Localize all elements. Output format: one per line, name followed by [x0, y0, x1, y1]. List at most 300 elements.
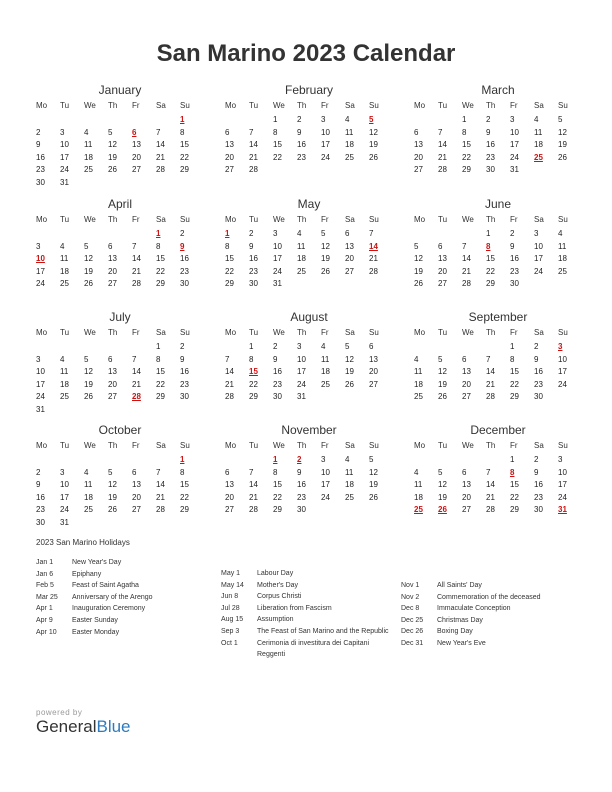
day-cell: 29 [510, 505, 519, 515]
holiday-row [221, 603, 389, 615]
day-cell: 27 [225, 165, 234, 175]
weekday-header: Fr [132, 215, 140, 224]
day-cell: 22 [156, 379, 165, 389]
day-cell: 16 [249, 254, 258, 264]
day-cell: 13 [108, 254, 117, 264]
day-cell: 13 [108, 367, 117, 377]
day-cell: 7 [462, 241, 467, 251]
month-name: August [290, 310, 328, 324]
day-cell: 8 [225, 241, 230, 251]
day-cell: 30 [36, 177, 45, 187]
day-cell: 23 [297, 152, 306, 162]
weekday-header: Tu [60, 328, 70, 337]
day-cell: 24 [534, 266, 543, 276]
month-days-grid [225, 325, 393, 404]
weekday-header: Fr [132, 441, 140, 450]
weekday-header: Fr [321, 328, 329, 337]
day-cell: 27 [462, 392, 471, 402]
day-cell: 12 [345, 354, 354, 364]
day-cell: 5 [345, 342, 350, 351]
day-cell: 25 [297, 266, 306, 276]
day-cell: 24 [297, 379, 306, 389]
holiday-date: Dec 26 [401, 628, 424, 636]
day-cell: 13 [414, 140, 423, 150]
weekday-header: Tu [60, 215, 70, 224]
day-cell: 6 [438, 241, 443, 251]
holiday-day-cell: 9 [180, 241, 185, 251]
empty-day-cell [108, 454, 132, 467]
weekday-header: Sa [534, 101, 544, 110]
empty-day-cell [249, 114, 273, 127]
day-cell: 17 [558, 480, 567, 490]
day-cell: 17 [510, 140, 519, 150]
holiday-date: Aug 15 [221, 616, 244, 624]
weekday-header: Mo [414, 215, 426, 224]
day-cell: 1 [510, 455, 515, 464]
empty-day-cell [414, 228, 438, 241]
day-cell: 7 [156, 127, 161, 137]
month-name: December [470, 423, 526, 437]
weekday-header: Th [297, 328, 307, 337]
day-cell: 29 [156, 392, 165, 402]
day-cell: 17 [534, 254, 543, 264]
holiday-name: Epiphany [72, 570, 102, 578]
holiday-date: Oct 1 [221, 639, 238, 647]
holiday-date: May 14 [221, 581, 244, 589]
weekday-header: Fr [321, 215, 329, 224]
day-cell: 3 [297, 342, 302, 351]
day-cell: 19 [558, 140, 567, 150]
day-cell: 14 [438, 140, 447, 150]
day-cell: 9 [486, 127, 491, 137]
empty-day-cell [225, 114, 249, 127]
empty-day-cell [36, 228, 60, 241]
day-cell: 6 [462, 467, 467, 477]
weekday-header: Su [558, 101, 568, 110]
day-cell: 22 [225, 266, 234, 276]
day-cell: 13 [132, 480, 141, 490]
day-cell: 14 [132, 254, 141, 264]
day-cell: 11 [345, 127, 354, 137]
month-march [414, 82, 582, 177]
month-july [36, 309, 204, 417]
day-cell: 17 [273, 254, 282, 264]
weekday-header: Sa [345, 328, 355, 337]
day-cell: 13 [369, 354, 378, 364]
weekday-header: Fr [321, 101, 329, 110]
month-april [36, 196, 204, 291]
day-cell: 24 [36, 279, 45, 289]
empty-day-cell [156, 114, 180, 127]
weekday-header: Sa [534, 215, 544, 224]
holiday-row [221, 638, 389, 661]
day-cell: 16 [297, 140, 306, 150]
day-cell: 9 [297, 127, 302, 137]
day-cell: 3 [510, 115, 515, 124]
empty-day-cell [36, 454, 60, 467]
day-cell: 9 [249, 241, 254, 251]
day-cell: 21 [249, 152, 258, 162]
weekday-header: Th [297, 101, 307, 110]
day-cell: 21 [225, 379, 234, 389]
day-cell: 14 [249, 140, 258, 150]
holiday-date: Nov 2 [401, 593, 420, 601]
day-cell: 29 [156, 279, 165, 289]
day-cell: 8 [510, 354, 515, 364]
day-cell: 29 [180, 165, 189, 175]
day-cell: 9 [534, 354, 539, 364]
day-cell: 26 [84, 279, 93, 289]
empty-day-cell [60, 114, 84, 127]
holiday-day-cell: 28 [132, 392, 141, 402]
day-cell: 8 [156, 354, 161, 364]
day-cell: 9 [36, 480, 41, 490]
day-cell: 6 [345, 229, 350, 238]
day-cell: 25 [84, 165, 93, 175]
holiday-row [36, 580, 204, 592]
day-cell: 23 [36, 165, 45, 175]
month-name: November [281, 423, 337, 437]
day-cell: 21 [486, 379, 495, 389]
holiday-name: Labour Day [257, 570, 294, 577]
day-cell: 5 [84, 354, 89, 364]
day-cell: 14 [486, 480, 495, 490]
day-cell: 2 [534, 342, 539, 351]
day-cell: 23 [297, 492, 306, 502]
day-cell: 30 [510, 279, 519, 289]
day-cell: 21 [156, 492, 165, 502]
empty-day-cell [462, 454, 486, 467]
empty-day-cell [414, 114, 438, 127]
brand-blue: Blue [96, 717, 131, 736]
day-cell: 24 [60, 505, 69, 515]
weekday-header: Th [108, 101, 118, 110]
day-cell: 24 [558, 492, 567, 502]
weekday-header: Su [369, 101, 379, 110]
day-cell: 28 [156, 505, 165, 515]
empty-day-cell [486, 341, 510, 354]
weekday-header: Mo [36, 441, 48, 450]
empty-day-cell [249, 454, 273, 467]
day-cell: 31 [297, 392, 306, 402]
holiday-row [221, 580, 389, 592]
weekday-header: Tu [438, 328, 448, 337]
weekday-header: We [84, 441, 96, 450]
day-cell: 12 [438, 480, 447, 490]
powered-by-text: powered by [36, 708, 83, 717]
weekday-header: Tu [249, 441, 259, 450]
holiday-day-cell: 8 [510, 467, 515, 477]
weekday-header: Fr [510, 441, 518, 450]
holiday-date: Apr 1 [36, 605, 53, 613]
day-cell: 15 [510, 480, 519, 490]
day-cell: 31 [60, 517, 69, 527]
day-cell: 2 [510, 229, 515, 238]
day-cell: 10 [558, 467, 567, 477]
day-cell: 7 [132, 241, 137, 251]
day-cell: 15 [225, 254, 234, 264]
day-cell: 22 [510, 492, 519, 502]
day-cell: 14 [249, 480, 258, 490]
day-cell: 1 [486, 229, 491, 238]
month-days-grid [36, 438, 204, 530]
day-cell: 12 [369, 467, 378, 477]
weekday-header: Fr [321, 441, 329, 450]
weekday-header: Sa [156, 101, 166, 110]
weekday-header: Mo [225, 215, 237, 224]
weekday-header: Tu [438, 215, 448, 224]
holiday-row [36, 592, 204, 604]
day-cell: 19 [369, 140, 378, 150]
holiday-date: Jun 8 [221, 593, 239, 601]
day-cell: 6 [462, 354, 467, 364]
month-name: June [484, 197, 512, 211]
weekday-header: Fr [510, 328, 518, 337]
weekday-header: We [462, 215, 474, 224]
weekday-header: Fr [510, 101, 518, 110]
footer-logo [36, 708, 131, 737]
day-cell: 26 [321, 266, 330, 276]
holiday-name: Corpus Christi [257, 593, 302, 601]
day-cell: 12 [369, 127, 378, 137]
day-cell: 28 [249, 165, 258, 175]
empty-day-cell [438, 454, 462, 467]
day-cell: 26 [108, 505, 117, 515]
weekday-header: We [462, 441, 474, 450]
weekday-header: We [462, 328, 474, 337]
holiday-row [401, 615, 569, 627]
weekday-header: Fr [510, 215, 518, 224]
weekday-header: Th [108, 215, 118, 224]
day-cell: 6 [132, 467, 137, 477]
day-cell: 23 [510, 266, 519, 276]
day-cell: 18 [60, 379, 69, 389]
holiday-day-cell: 8 [486, 241, 491, 251]
day-cell: 16 [534, 367, 543, 377]
weekday-header: Mo [414, 441, 426, 450]
day-cell: 6 [225, 127, 230, 137]
day-cell: 6 [108, 241, 113, 251]
day-cell: 21 [249, 492, 258, 502]
day-cell: 24 [321, 492, 330, 502]
day-cell: 29 [249, 392, 258, 402]
month-days-grid [414, 438, 582, 517]
day-cell: 16 [273, 367, 282, 377]
day-cell: 27 [132, 505, 141, 515]
day-cell: 26 [438, 392, 447, 402]
weekday-header: Th [297, 215, 307, 224]
day-cell: 27 [345, 266, 354, 276]
day-cell: 19 [438, 379, 447, 389]
day-cell: 9 [510, 241, 515, 251]
day-cell: 22 [249, 379, 258, 389]
day-cell: 8 [273, 467, 278, 477]
day-cell: 23 [249, 266, 258, 276]
weekday-header: Su [369, 215, 379, 224]
day-cell: 16 [534, 480, 543, 490]
month-name: March [481, 83, 515, 97]
month-name: September [468, 310, 528, 324]
day-cell: 5 [321, 229, 326, 238]
day-cell: 23 [534, 379, 543, 389]
day-cell: 31 [36, 404, 45, 414]
day-cell: 10 [60, 480, 69, 490]
weekday-header: Tu [249, 215, 259, 224]
weekday-header: Fr [132, 328, 140, 337]
day-cell: 31 [60, 177, 69, 187]
weekday-header: We [84, 328, 96, 337]
holiday-name: Mother's Day [257, 581, 299, 589]
empty-day-cell [486, 454, 510, 467]
day-cell: 1 [249, 342, 254, 351]
day-cell: 4 [534, 115, 539, 124]
weekday-header: Mo [36, 101, 48, 110]
holiday-date: Mar 25 [36, 593, 58, 601]
day-cell: 31 [273, 279, 282, 289]
empty-day-cell [36, 341, 60, 354]
day-cell: 23 [273, 379, 282, 389]
day-cell: 1 [156, 342, 161, 351]
empty-day-cell [132, 114, 156, 127]
weekday-header: Th [486, 441, 496, 450]
day-cell: 13 [225, 140, 234, 150]
weekday-header: Tu [60, 101, 70, 110]
day-cell: 15 [273, 480, 282, 490]
empty-day-cell [132, 454, 156, 467]
weekday-header: Tu [60, 441, 70, 450]
day-cell: 5 [108, 467, 113, 477]
holiday-date: May 1 [221, 570, 241, 577]
day-cell: 10 [273, 241, 282, 251]
weekday-header: Su [369, 328, 379, 337]
day-cell: 4 [60, 241, 65, 251]
empty-day-cell [60, 454, 84, 467]
weekday-header: Tu [249, 328, 259, 337]
day-cell: 25 [345, 152, 354, 162]
holiday-name: The Feast of San Marino and the Republic [257, 627, 389, 635]
month-name: February [284, 83, 334, 97]
day-cell: 5 [369, 455, 374, 464]
weekday-header: Tu [438, 441, 448, 450]
month-september [414, 309, 582, 404]
day-cell: 30 [180, 392, 189, 402]
holiday-date: Apr 10 [36, 628, 57, 636]
day-cell: 19 [414, 266, 423, 276]
day-cell: 17 [60, 492, 69, 502]
day-cell: 13 [225, 480, 234, 490]
day-cell: 7 [156, 467, 161, 477]
weekday-header: Sa [534, 441, 544, 450]
day-cell: 6 [108, 354, 113, 364]
holiday-row [36, 557, 204, 569]
day-cell: 16 [36, 492, 45, 502]
holiday-name: Cerimonia di investitura dei Capitani Reggenti [257, 639, 370, 659]
weekday-header: We [84, 101, 96, 110]
day-cell: 17 [36, 266, 45, 276]
empty-day-cell [108, 341, 132, 354]
day-cell: 30 [249, 279, 258, 289]
day-cell: 25 [414, 392, 423, 402]
holiday-row [221, 568, 389, 580]
day-cell: 11 [84, 480, 93, 490]
day-cell: 11 [60, 367, 69, 377]
day-cell: 21 [369, 254, 378, 264]
holiday-row [401, 603, 569, 615]
day-cell: 12 [84, 367, 93, 377]
day-cell: 25 [321, 379, 330, 389]
day-cell: 11 [345, 467, 354, 477]
day-cell: 11 [534, 127, 543, 137]
day-cell: 20 [108, 379, 117, 389]
month-november [225, 422, 393, 517]
day-cell: 9 [273, 354, 278, 364]
day-cell: 30 [36, 517, 45, 527]
day-cell: 23 [180, 266, 189, 276]
day-cell: 17 [60, 152, 69, 162]
holiday-name: New Year's Eve [437, 639, 486, 647]
holiday-day-cell: 2 [297, 455, 302, 464]
weekday-header: Sa [156, 328, 166, 337]
weekday-header: Sa [345, 215, 355, 224]
day-cell: 3 [558, 455, 563, 464]
holiday-name: Immaculate Conception [437, 605, 511, 613]
day-cell: 29 [462, 165, 471, 175]
holiday-day-cell: 25 [534, 152, 543, 162]
day-cell: 19 [108, 152, 117, 162]
holiday-name: All Saints' Day [437, 582, 482, 589]
page-title: San Marino 2023 Calendar [156, 40, 456, 67]
day-cell: 16 [486, 140, 495, 150]
day-cell: 13 [345, 241, 354, 251]
holiday-name: Feast of Saint Agatha [72, 582, 139, 590]
day-cell: 14 [156, 140, 165, 150]
day-cell: 7 [225, 354, 230, 364]
empty-day-cell [438, 114, 462, 127]
day-cell: 22 [273, 152, 282, 162]
day-cell: 1 [273, 115, 278, 124]
day-cell: 16 [510, 254, 519, 264]
day-cell: 16 [180, 367, 189, 377]
month-days-grid [414, 212, 582, 291]
holiday-date: Jan 1 [36, 559, 54, 566]
day-cell: 20 [345, 254, 354, 264]
weekday-header: Su [558, 328, 568, 337]
day-cell: 7 [438, 127, 443, 137]
day-cell: 7 [486, 354, 491, 364]
holiday-date: Jul 28 [221, 604, 240, 612]
holiday-date: Dec 25 [401, 616, 424, 624]
weekday-header: We [84, 215, 96, 224]
weekday-header: Tu [438, 101, 448, 110]
day-cell: 19 [84, 379, 93, 389]
weekday-header: Su [180, 441, 190, 450]
day-cell: 11 [60, 254, 69, 264]
day-cell: 14 [156, 480, 165, 490]
day-cell: 27 [108, 392, 117, 402]
empty-day-cell [438, 341, 462, 354]
day-cell: 27 [225, 505, 234, 515]
brand-general: General [36, 717, 97, 736]
day-cell: 28 [225, 392, 234, 402]
empty-day-cell [108, 228, 132, 241]
day-cell: 11 [321, 354, 330, 364]
month-days-grid [414, 98, 582, 177]
empty-day-cell [36, 114, 60, 127]
day-cell: 11 [297, 241, 306, 251]
weekday-header: Sa [534, 328, 544, 337]
weekday-header: We [273, 441, 285, 450]
weekday-header: Mo [36, 215, 48, 224]
